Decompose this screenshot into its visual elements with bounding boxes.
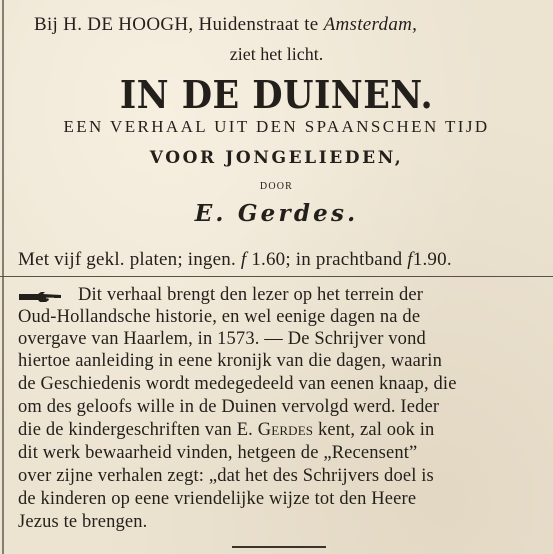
- column-rule: [2, 0, 4, 554]
- description-line: hiertoe aanleiding in eene kronijk van die dagen, waarin: [18, 351, 442, 371]
- description-line: om des geloofs wille in de Duinen vervolgd werd. Ieder: [18, 397, 440, 417]
- florin-sign: f: [240, 249, 247, 270]
- price-line: [18, 249, 452, 271]
- description-text: die de kindergeschriften van E.: [18, 420, 253, 440]
- description-line: [18, 420, 434, 441]
- description-line: overgave van Haarlem, in 1573. — De Schrijver vond: [18, 329, 426, 349]
- description-line: de kinderen op eene vriendelijke wijze tot den Heere: [18, 489, 417, 509]
- price-prachtband: 1.90.: [412, 249, 452, 270]
- book-subtitle: EEN VERHAAL UIT DEN SPAANSCHEN TIJD: [63, 117, 490, 136]
- book-author: E. Gerdes.: [194, 200, 359, 227]
- publisher-line: [34, 14, 417, 36]
- publisher-city: Amsterdam,: [323, 14, 418, 35]
- book-audience: VOOR JONGELIEDEN,: [149, 148, 404, 168]
- price-binding-text: ; in prachtband: [285, 249, 403, 270]
- book-title: IN DE DUINEN.: [119, 72, 434, 117]
- publication-notice: ziet het licht.: [229, 44, 324, 64]
- price-ingenaaid: 1.60: [251, 249, 286, 270]
- description-text: kent, zal ook in: [317, 420, 435, 440]
- description-text: Dit verhaal brengt den lezer op het terrein der: [78, 285, 424, 305]
- by-label: DOOR: [259, 181, 294, 192]
- author-name-smallcaps: Gerdes: [257, 420, 314, 440]
- section-divider: [0, 276, 553, 277]
- publisher-name: Bij H. DE HOOGH, Huidenstraat te: [34, 14, 319, 35]
- description-line: [18, 285, 423, 306]
- price-intro: Met vijf gekl. platen; ingen.: [18, 249, 236, 270]
- description-line: Oud-Hollandsche historie, en wel eenige dagen na de: [18, 307, 421, 327]
- description-line: Jezus te brengen.: [18, 512, 148, 532]
- closing-rule: [232, 546, 326, 548]
- florin-sign: f: [407, 249, 413, 270]
- pointing-hand-icon: [18, 289, 62, 303]
- description-line: over zijne verhalen zegt: „dat het des Schrijvers doel is: [18, 466, 434, 486]
- description-line: de Geschiedenis wordt medegedeeld van eenen knaap, die: [18, 374, 457, 394]
- description-line: dit werk bewaarheid vinden, hetgeen de „Recensent”: [18, 443, 418, 463]
